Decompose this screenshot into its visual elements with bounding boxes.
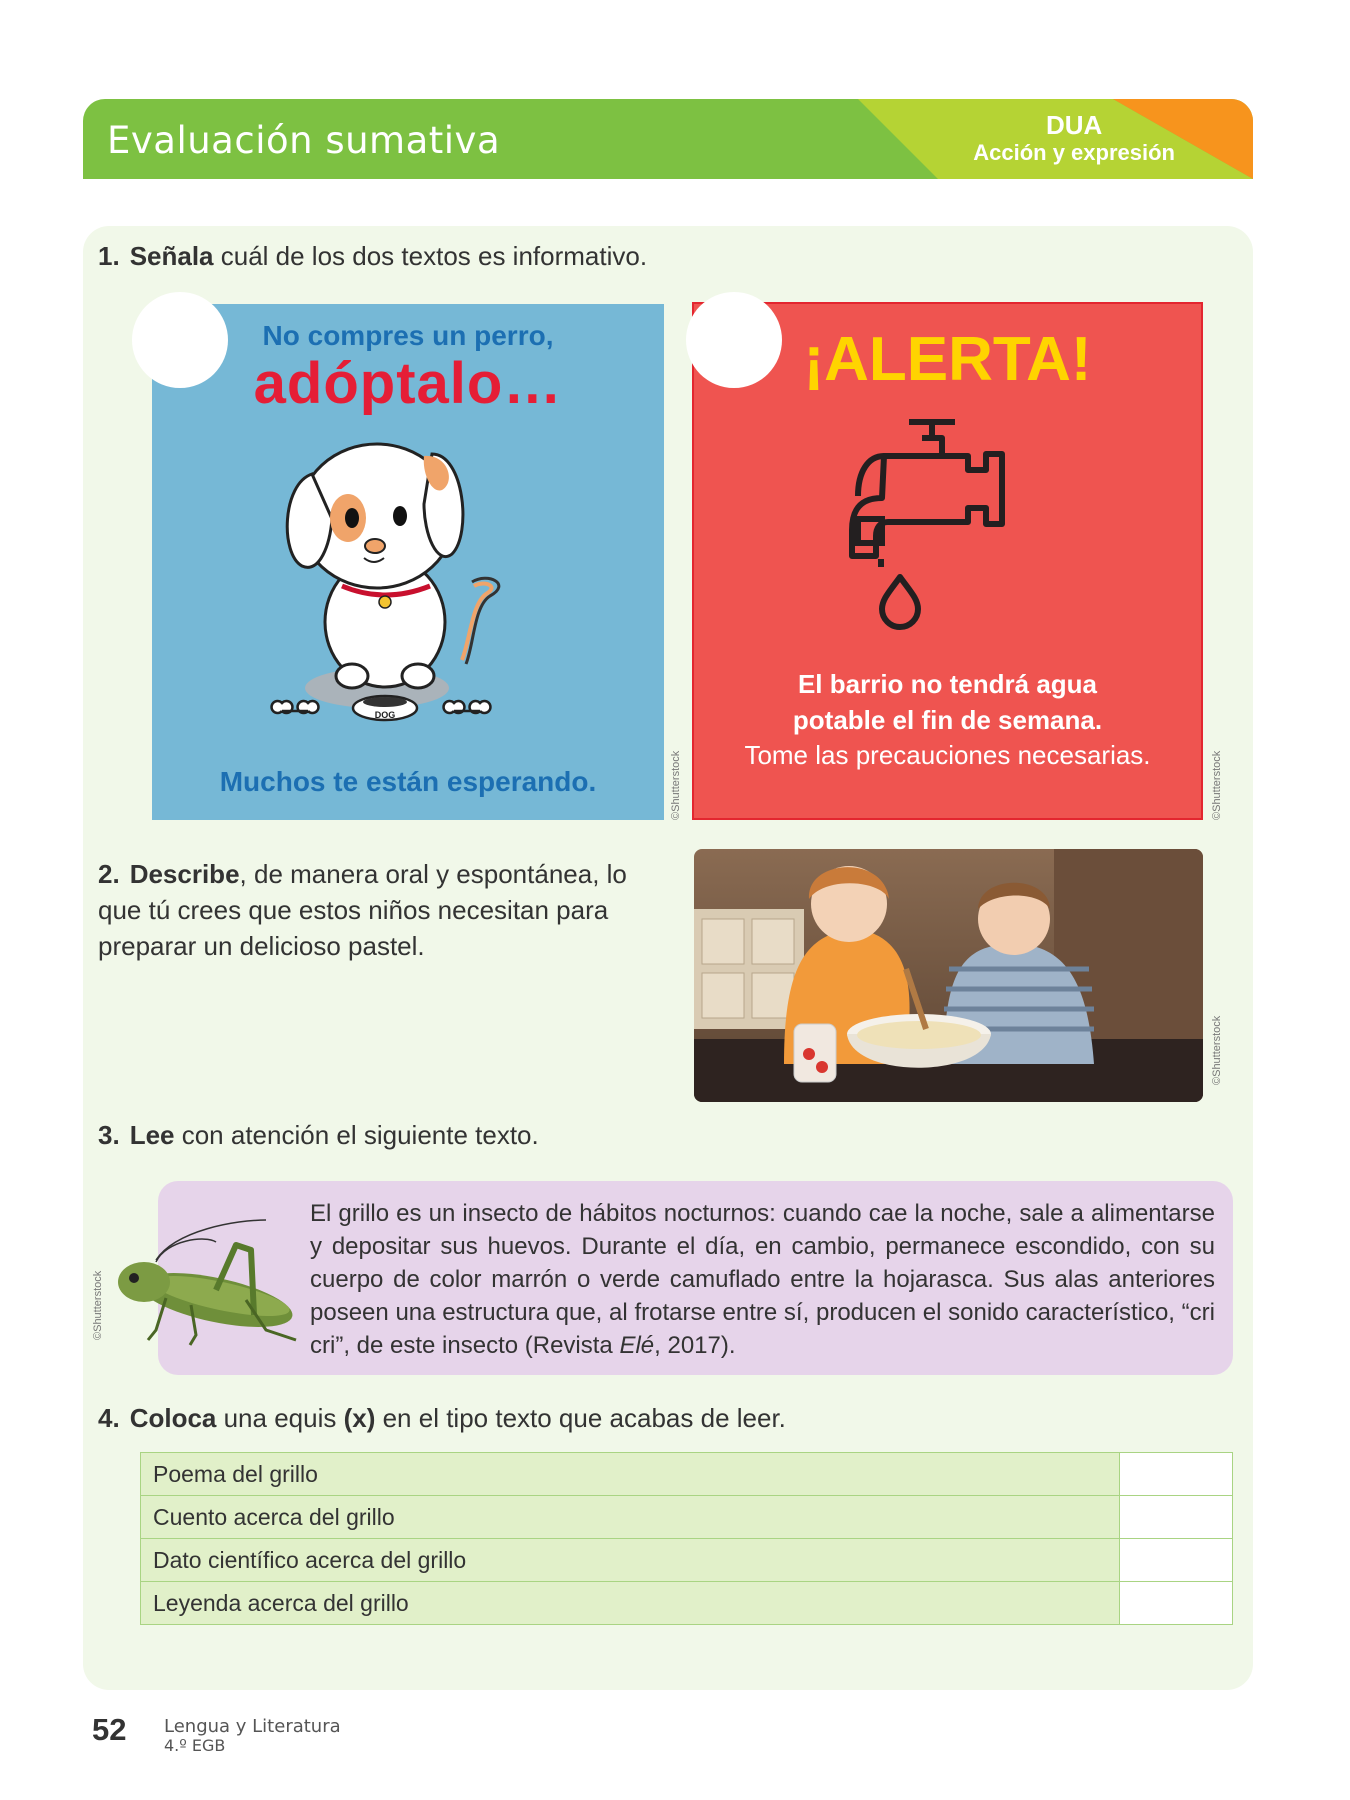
footer-grade: 4.º EGB (164, 1736, 226, 1755)
question-number: 4. (98, 1403, 120, 1433)
alert-message: El barrio no tendrá agua potable el fin de semana. (792, 669, 1103, 735)
alert-advice: Tome las precauciones necesarias. (744, 740, 1151, 770)
question-mark-x: (x) (343, 1403, 376, 1433)
option-label: Cuento acerca del grillo (141, 1496, 1120, 1539)
page-number: 52 (92, 1712, 127, 1747)
answer-circle-1[interactable] (132, 292, 228, 388)
question-text-end: en el tipo texto que acabas de leer. (375, 1403, 786, 1433)
reading-text-part: El grillo es un insecto de hábitos nocturnos: cuando cae la noche, sale a alimentarse y depositar sus huevos. Durante el día, en cambio, permanece escondido, con su cuerpo de color marrón o verde camuflado entre la hojarasca. Sus alas anteriores poseen una estructura que, al frotarse entre sí, producen el sonido característico, “cri cri”, de este insecto (Revista (310, 1200, 1215, 1359)
question-verb: Lee (129, 1120, 175, 1150)
bowl-label: DOG (374, 710, 396, 720)
option-label: Leyenda acerca del grillo (141, 1582, 1120, 1625)
table-row (141, 1453, 1233, 1496)
magazine-name: Elé (619, 1332, 655, 1359)
reading-text-box (158, 1181, 1233, 1375)
options-table (140, 1452, 1233, 1625)
image-credit: ©Shutterstock (92, 1270, 104, 1340)
question-text: cuál de los dos textos es informativo. (213, 241, 648, 271)
section-header (83, 99, 1253, 179)
header-title: Evaluación sumativa (107, 119, 501, 162)
question-3 (98, 1117, 539, 1153)
option-checkbox[interactable] (1120, 1539, 1233, 1582)
question-verb: Señala (129, 241, 214, 271)
option-checkbox[interactable] (1120, 1582, 1233, 1625)
poster-line-2: adóptalo… (253, 351, 563, 416)
question-text: una equis (216, 1403, 344, 1433)
photo-illustration (694, 849, 1203, 1102)
reading-text-end: , 2017). (654, 1332, 736, 1359)
question-2 (98, 856, 658, 964)
table-row (141, 1539, 1233, 1582)
image-credit: ©Shutterstock (1211, 1015, 1223, 1085)
alert-poster (692, 302, 1203, 820)
question-4 (98, 1400, 786, 1436)
question-1 (98, 238, 647, 274)
question-text: , de manera oral y espontánea, lo que tú crees que estos niños necesitan para preparar un delicioso pastel. (98, 859, 627, 961)
question-verb: Coloca (129, 1403, 217, 1433)
option-label: Dato científico acerca del grillo (141, 1539, 1120, 1582)
image-credit: ©Shutterstock (1211, 750, 1223, 820)
option-checkbox[interactable] (1120, 1496, 1233, 1539)
option-label: Poema del grillo (141, 1453, 1120, 1496)
table-row (141, 1582, 1233, 1625)
footer-subject: Lengua y Literatura (164, 1716, 341, 1737)
dua-title: DUA (1045, 110, 1103, 140)
dua-badge (973, 111, 1175, 167)
question-number: 1. (98, 241, 120, 271)
poster-line-3: Muchos te están esperando. (219, 766, 597, 797)
dua-subtitle: Acción y expresión (973, 140, 1175, 165)
question-number: 2. (98, 859, 120, 889)
image-credit: ©Shutterstock (670, 750, 682, 820)
reading-text (310, 1197, 1215, 1362)
answer-circle-2[interactable] (686, 292, 782, 388)
adoption-poster (152, 304, 664, 820)
question-verb: Describe (129, 859, 240, 889)
alert-title: ¡ALERTA! (803, 325, 1092, 394)
poster-line-1: No compres un perro, (262, 320, 554, 351)
puppy-illustration (152, 304, 664, 820)
option-checkbox[interactable] (1120, 1453, 1233, 1496)
question-number: 3. (98, 1120, 120, 1150)
cricket-illustration (96, 1190, 306, 1350)
table-row (141, 1496, 1233, 1539)
children-baking-photo (694, 849, 1203, 1102)
question-text: con atención el siguiente texto. (174, 1120, 539, 1150)
